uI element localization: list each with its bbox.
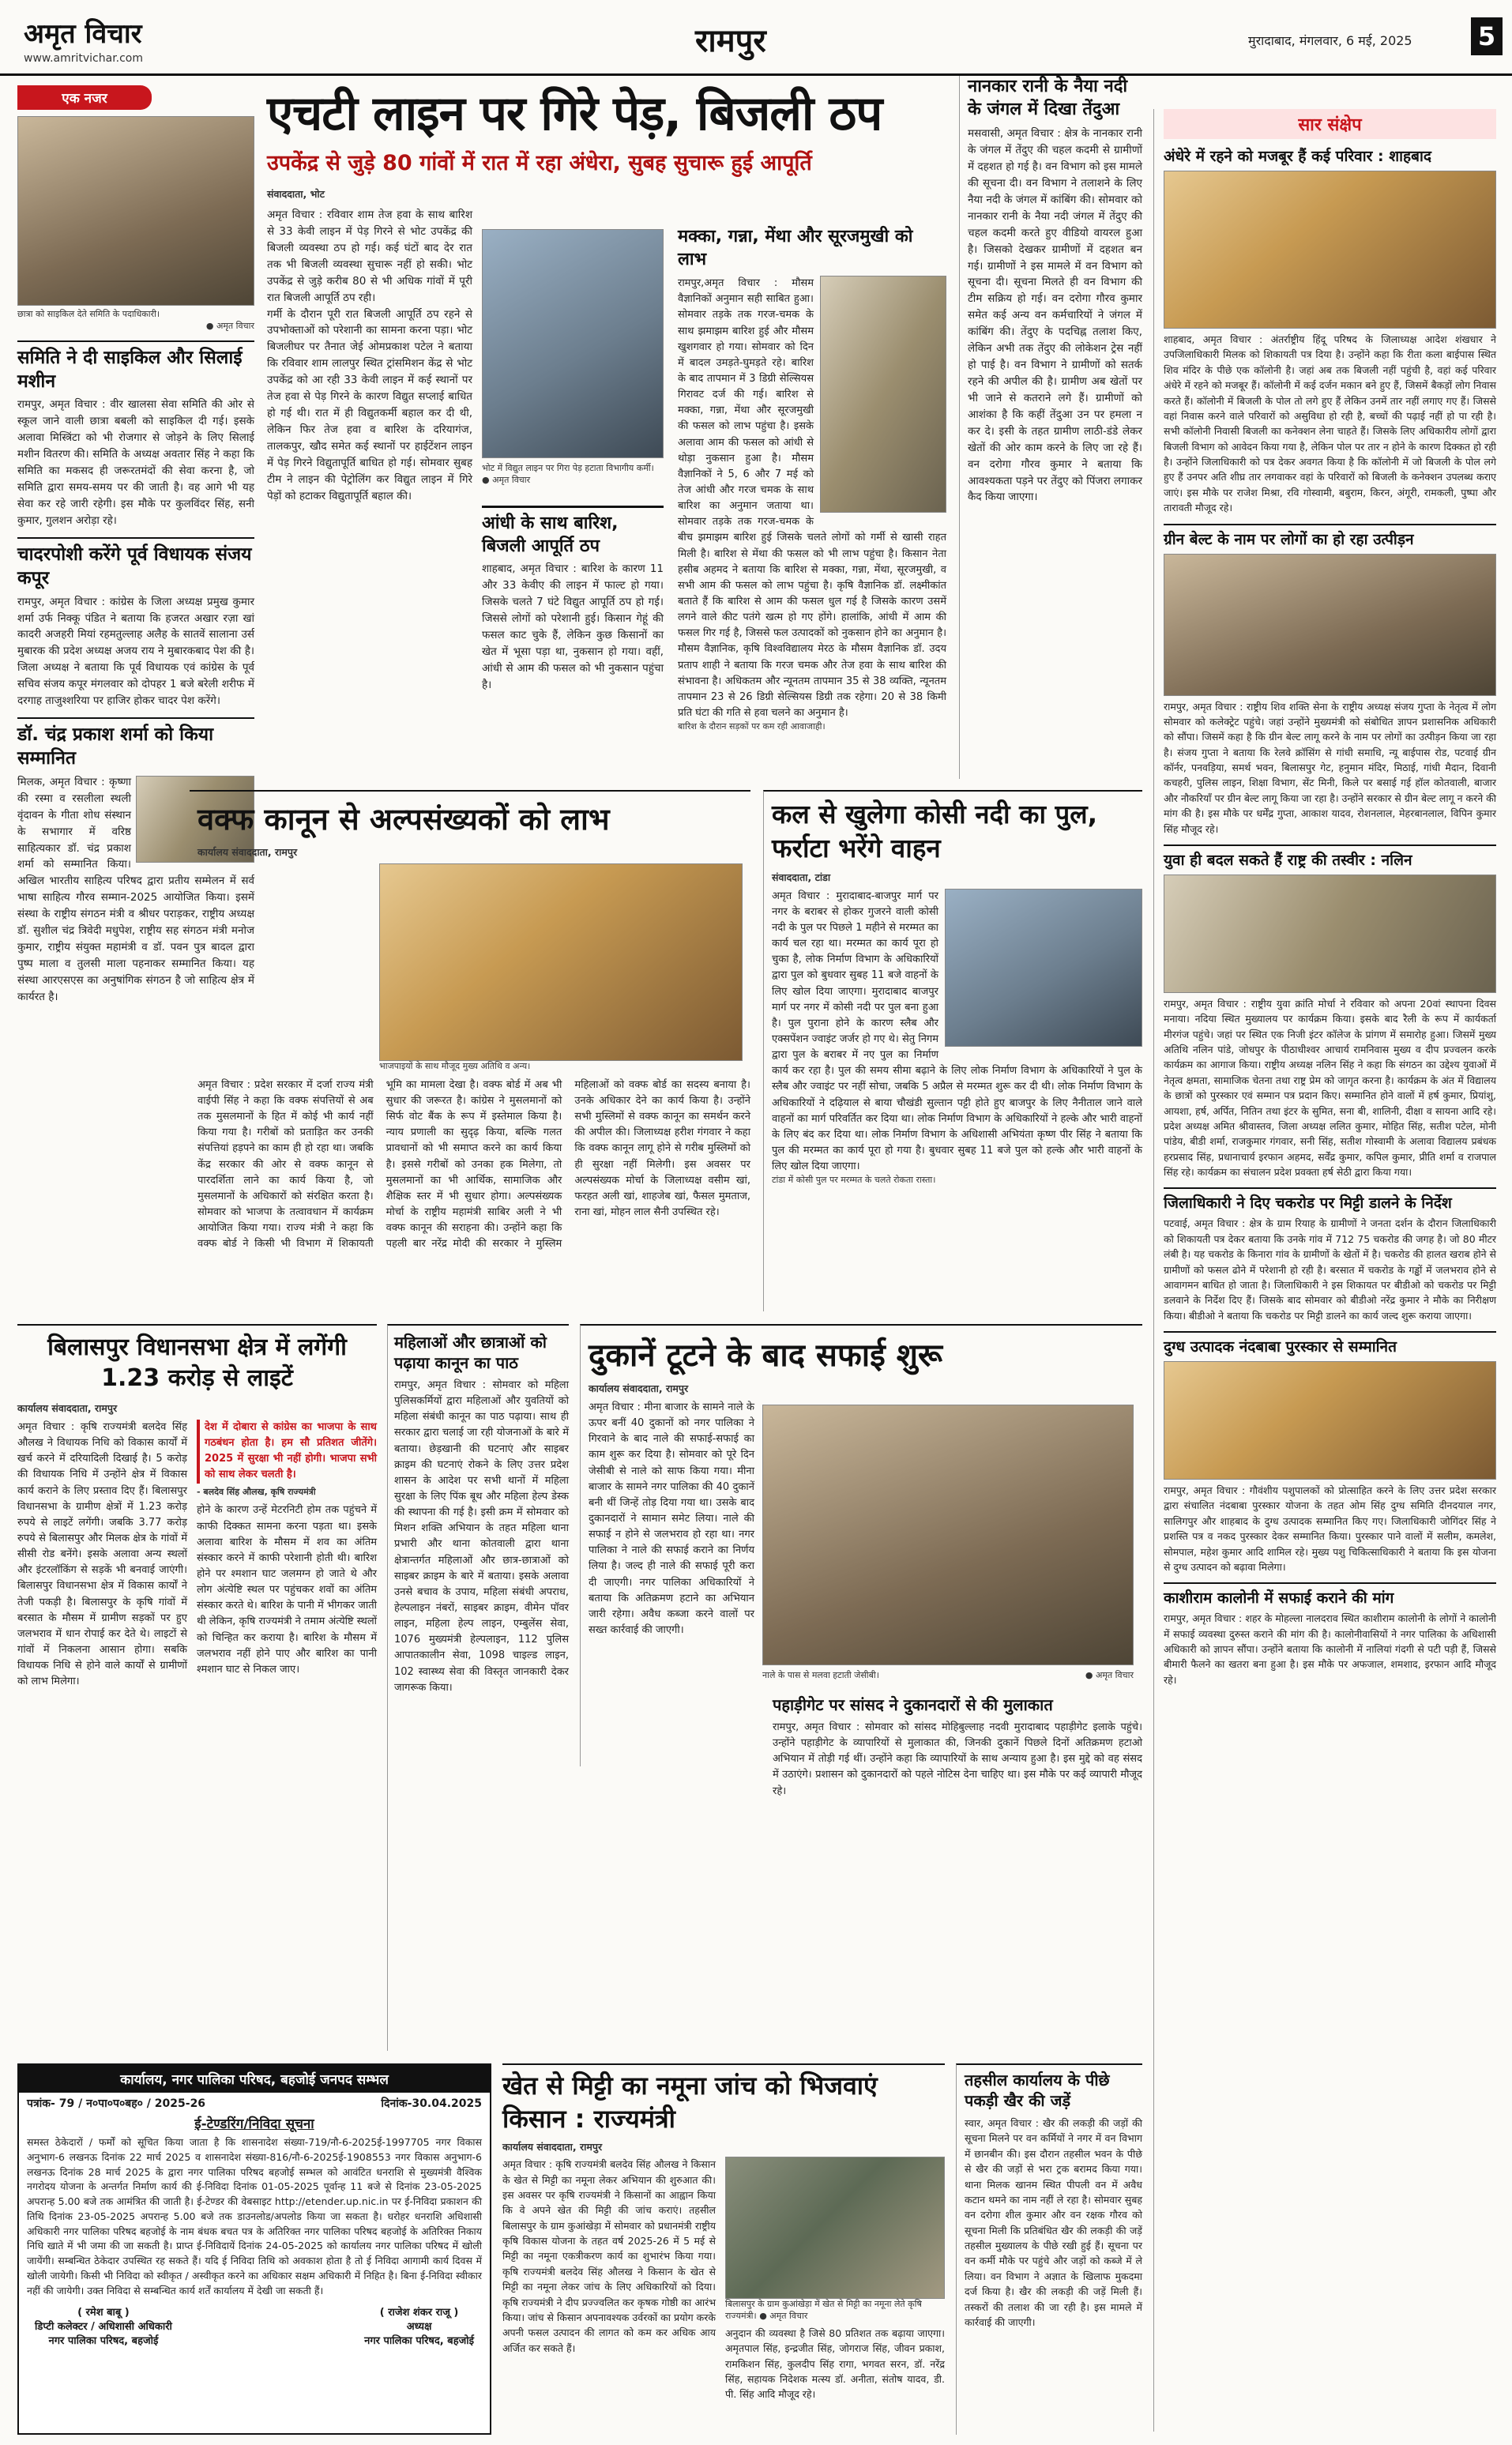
tendua-body: मसवासी, अमृत विचार : क्षेत्र के नानकार रानी के जंगल में तेंदुए की चहल कदमी से ग्रामीणों में दहशत हो गई है। वन विभाग को इस मामले की सूचना दी। वन विभाग ने तलाशने के लिए नैया नदी के जंगल में कांबिंग की। सोमवार को नानकार रानी के नैया नदी जंगल में तेंदुए की चहल कदमी करते हुए वीडियो वायरल हुआ है। जिसको देखकर ग्रामीणों में दहशत बन गई। ग्रामीणों ने इस मामले में वन विभाग को सूचना दी। सूचना मिलते ही वन विभाग की टीम सक्रिय हो गई। वन दरोगा गौरव कुमार समेत कई अन्य वन कर्मचारियों ने जंगल में कांबिंग की। तेंदुए के पदचिह्न तलाश किए, लेकिन अभी तक तेंदुए की लोकेशन ट्रेस नहीं हो पाई है। वन विभाग ने ग्रामीणों को सतर्क रहने की अपील की है। ग्रामीण अब खेतों पर भी जाने से कतराने लगे हैं। ग्रामीणों को आशंका है कि कहीं तेंदुआ उन पर हमला न कर दे। इसी के तहत ग्रामीण लाठी-डंडे लेकर खेतों की ओर काम करने के लिए जा रहे हैं। वन दरोगा गौरव कुमार ने बताया कि आवश्यकता पड़ने पर तेंदुए को पिंजरा लगाकर कैद किया जाएगा। [968,127,1142,504]
side-headline: आंधी के साथ बारिश, बिजली आपूर्ति ठप [482,513,619,556]
crop-body: रामपुर,अमृत विचार : मौसम वैज्ञानिकों अनुमान सही साबित हुआ। सोमवार तड़के तक गरज-चमक के साथ झमाझम बारिश हुई और मौसम खुशगवार हो गया। सोमवार को दिन में बादल उमड़ते-घुमड़ते रहे। बारिश के बाद तापमान में 3 डिग्री सेल्सियस गिरावट दर्ज की गई। बारिश से मक्का, गन्ना, मेंथा और सूरजमुखी की फसल को लाभ पहुंचा है। इसके अलावा आम की फसल को आंधी से थोड़ा नुकसान हुआ है। मौसम वैज्ञानिकों ने 5, 6 और 7 मई को तेज आंधी और गरज चमक के साथ बारिश का अनुमान जताया था। सोमवार तड़के तक गरज-चमक के बीच झमाझम बारिश हुई जिसके चलते लोगों को गर्मी से खासी राहत मिली है। बारिश से मेंथा की फसल को भी लाभ पहुंचा है। किसान नेता हसीब अहमद ने बताया कि बारिश से मक्का, गन्ना, मेंथा, सूरजमुखी, व सभी आम की फसल को लाभ पहुंचा है। कृषि वैज्ञानिक डॉ. लक्ष्मीकांत बताते हैं कि बारिश से आम की फसल धुल गई है जिसके कारण उसमें लगने वाले कीट पतंगे खत्म हो गए होंगे। हालांकि, आंधी में आम की फसल गिर गई है, जिससे फल उत्पादकों को नुकसान होने का अनुमान है। मौसम वैज्ञानिक, कृषि विश्वविद्यालय मेरठ के मौसम वैज्ञानिक डॉ. उदय प्रताप शाही ने बताया कि गरज चमक और तेज हवा के साथ बारिश की संभावना है। अधिकतम और न्यूनतम तापमान 35 से 38 व्यक्ति, न्यूनतम तापमान 23 से 26 डिग्री सेल्सियस डिग्री तक रहेगा। 20 से 38 किमी प्रति घंटा की गति से हवा चलने का अनुमान है। [678,277,946,719]
s3-headline: युवा ही बदल सकते हैं राष्ट्र की तस्वीर : नलिन [1164,844,1496,870]
s2-headline: ग्रीन बेल्ट के नाम पर लोगों का हो रहा उत्पीड़न [1164,524,1496,549]
lead-byline: संवाददाता, भोट [267,188,325,200]
lead-para-2: गर्मी के दौरान पूरी रात बिजली आपूर्ति ठप रहने से उपभोक्ताओं को परेशानी का सामना करना पड़ा। भोट बिजलीघर पर तैनात जेई ओमप्रकाश पटेल ने बताया कि रविवार शाम लालपुर स्थित ट्रांसमिशन केंद्र से भोट उपकेंद्र को आ रही 33 केवी लाइन में कई स्थानों पर तेज हवा से पेड़ गिरने के कारण विद्युत सप्लाई बाधित हो गई थी। रात में ही विद्युतकर्मी बहाल कर दी थी, लेकिन फिर तेज हवा व बारिश के दरियागंज, तालकपुर, खौद समेत कई स्थानों पर हाईटेंशन लाइन में पेड़ गिरने विद्युतापूर्ति बाधित हो गई। सोमवार सुबह टीम ने लाइन की पेट्रोलिंग कर विद्युत लाइन में गिरे पेड़ों को हटाकर विद्युतापूर्ति बहाल की। [267,307,472,502]
crop-photo [820,276,946,513]
tendua-headline: नानकार रानी के नैया नदी के जंगल में दिखा तेंदुआ [968,77,1128,119]
mp-story [765,1695,1142,1932]
lead-photo-caption [482,463,664,487]
shops-credit: ● अमृत विचार [1085,1670,1134,1680]
sign1-role: डिप्टी कलेक्टर / अधिशासी अधिकारी [35,2321,172,2334]
logo[interactable] [24,14,197,65]
headline-chadar: चादरपोशी करेंगे पूर्व विधायक संजय कपूर [17,537,254,591]
notice-ref: पत्रांक- 79 / न०पा०प०बह० / 2025-26 [27,2097,206,2110]
s4-headline: जिलाधिकारी ने दिए चकरोड पर मिट्टी डालने के निर्देश [1164,1187,1496,1213]
s3-body: रामपुर, अमृत विचार : राष्ट्रीय युवा क्रांति मोर्चा ने रविवार को अपना 20वां स्थापना दिवस मनाया। नदिया स्थित मुख्यालय पर कार्यक्रम किया। इसके बाद रैली के रूप में कार्यकर्ता मीरगंज पहुंचे। जहां पर स्थित एक निजी इंटर कॉलेज के प्रांगण में समारोह हुआ। जिसमें मुख्य अतिथि नलिन पांडे, जोधपुर के पीठाधीश्वर आचार्य रामनिवास मुख्य व दीप प्रज्वलन करके कार्यक्रम का आगाज किया। राष्ट्रीय अध्यक्ष नलिन सिंह ने कहा कि संगठन का उद्देश्य युवाओं में नेतृत्व क्षमता, सामाजिक चेतना तथा राष्ट्र प्रेम को जागृत करना है। कार्यक्रम के अंत में विद्यालय के छात्रों को पुरस्कार एवं सम्मान पत्र प्रदान किए। सम्मानित होने वालों में हर्ष कुमार, प्रियांशु, आयशा, हर्ष, अर्पित, नितिन तथा इंटर के सुमित, सना बी, शालिनी, दीक्षा व सायना आदि रहे। प्रदेश अध्यक्ष अमित श्रीवास्तव, जिला अध्यक्ष ललित कुमार, मोहित सिंह, सतीश पटेल, मोनी पांडेय, बीडी शर्मा, राजकुमार गंगवार, सनी सिंह, सतीश गोस्वामी के अलावा विद्यालय प्रबंधक हरप्रसाद सिंह, प्रधानाचार्य इरफान अहमद, सर्वेंद्र कुमार, कपिल कुमार, प्रीति शर्मा व राजपाल सिंह रहे। कार्यक्रम का संचालन प्रदेश प्रवक्ता हर्ष सेठी द्वारा किया गया। [1164,997,1496,1178]
lead-headline: एचटी लाइन पर गिरे पेड़, बिजली ठप [267,86,882,141]
waqf-byline: कार्यालय संवाददाता, रामपुर [197,846,298,858]
mp-body: रामपुर, अमृत विचार : सोमवार को सांसद मोहिबुल्लाह नदवी मुरादाबाद पहाड़ीगेट इलाके पहुंचे। उन्होंने पहाड़ीगेट के व्यापारियों से मुलाकात की, जिनकी दुकानें पिछले दिनों अतिक्रमण हटाओ अभियान में तोड़ी गई थीं। उन्होंने कहा कि व्यापारियों के साथ अन्याय हुआ है। इस मुद्दे को वह संसद में उठाएंगे। प्रशासन को दुकानदारों को पहले नोटिस देना चाहिए था। इस मौके पर कई व्यापारी मौजूद रहे। [773,1721,1142,1797]
sign2-role: अध्यक्ष [406,2321,432,2334]
soil-byline: कार्यालय संवाददाता, रामपुर [502,2141,603,2153]
women-story [387,1324,569,2051]
shops-byline: कार्यालय संवाददाता, रामपुर [589,1382,689,1394]
soil-credit: ● अमृत विचार [759,2311,808,2322]
tender-notice [17,2063,491,2435]
s5-headline: दुग्ध उत्पादक नंदबाबा पुरस्कार से सम्मानित [1164,1331,1496,1356]
cycle-photo [17,116,254,306]
s1-body: शाहबाद, अमृत विचार : अंतर्राष्ट्रीय हिंदू परिषद के जिलाध्यक्ष आदेश शंखधार ने उपजिलाधिकारी मिलक को शिकायती पत्र दिया है। उन्होंने कहा कि रीता कला बाईपास स्थित शिव मंदिर के पीछे एक कॉलोनी है। जहां अब तक बिजली नहीं पहुंची है, वहां कई परिवार अंधेरे में रहने को मजबूर हैं। कॉलोनी में कई दर्जन मकान बने हुए हैं, जिसमें बैकड़ों लोग निवास करते हैं। कॉलोनी में बिजली के पोल तो लगे हुए हैं लेकिन उनमें तार नहीं लगाए गए हैं। जिससे वहां निवास करने वाले परिवारों को असुविधा हो रही है, बच्चों की पढ़ाई नहीं हो पा रही है। सभी कॉलोनी निवासी बिजली का कनेक्शन लेना चाहते हैं। जिसके लिए अधिकारीय लोगों द्वारा बिजली विभाग को आवेदन किया गया है, लेकिन पोल पर तार न होने के कारण दिक्कत हो रही है। उन्होंने जिलाधिकारी को पत्र देकर अवगत किया है कि कॉलोनी में जो बिजली के पोल लगे हुए हैं उनपर अति शीघ्र तार लगवाकर वहां के परिवारों को बिजली के कनेक्शन उपलब्ध कराए जाएं। इस मौके पर राजेश मिश्रा, रवि गोस्वामी, बबुराम, किरन, अंगूरी, रामकली, पुष्पा और तारावती मौजूद रहे। [1164,333,1496,514]
kosi-caption: टांडा में कोसी पुल पर मरम्मत के चलते रोकता रास्ता। [772,1175,936,1186]
notice-date: दिनांक-30.04.2025 [381,2097,482,2110]
body-cycle: रामपुर, अमृत विचार : वीर खालसा सेवा समिति की ओर से स्कूल जाने वाली छात्रा बबली को साइकिल दी गई। इसके अलावा मिस्त्रिंटा को भी रोजगार से जोड़ने के लिए सिलाई मशीन वितरण की। समिति के अध्यक्ष अवतार सिंह ने कहा कि समिति का मकसद ही जरूरतमंदों की सेवा करना है, जो समिति द्वारा समय-समय पर की जाती है। वह आगे भी यह सेवा कर रहे जारी रहेगी। इस मौके पर कुलविंदर सिंह, सनी कुमार, गुलशन अरोड़ा रहे। [17,398,254,527]
soil-caption-text: बिलासपुर के ग्राम कुआंखेड़ा में खेत से मिट्टी का नमूना लेते कृषि राज्यमंत्री। [725,2299,922,2322]
s6-headline: काशीराम कालोनी में सफाई कराने की मांग [1164,1582,1496,1608]
waqf-caption: भाजपाइयों के साथ मौजूद मुख्य अतिथि व अन्य। [379,1061,531,1071]
notice-header: कार्यालय, नगर पालिका परिषद, बहजोई जनपद सम्भल [19,2065,490,2093]
bilaspur-headline: बिलासपुर विधानसभा क्षेत्र में लगेंगी 1.23 करोड़ से लाइटें [47,1333,347,1392]
soil-body-2: अनुदान की व्यवस्था है जिसे 80 प्रतिशत तक बढ़ाया जाएगा। अमृतपाल सिंह, इन्द्रजीत सिंह, जोगराज सिंह, जीवन प्रकाश, रामकिशन सिंह, कुलदीप सिंह रागा, भगवत सरन, डॉ. नरेंद्र सिंह, सहायक निदेशक मत्स्य डॉ. अनीता, संतोष यादव, डी. पी. सिंह आदि मौजूद रहे। [725,2327,945,2401]
right-column [1153,109,1496,2432]
body-chadar: रामपुर, अमृत विचार : कांग्रेस के जिला अध्यक्ष प्रमुख कुमार शर्मा उर्फ निक्कू पंडित ने बताया कि हजरत अखार रज़ा खां कादरी अजहरी मियां रहमतुल्लाह अलैह के सातवें सालाना उर्स मुबारक की प्रदेश अध्यक्ष अजय राय ने मुबारकबाद पेश की है। जिला अध्यक्ष ने बताया कि पूर्व विधायक एवं कांग्रेस के पूर्व सचिव संजय कपूर मंगलवार को दोपहर 1 बजे बरेली शरीफ में दरगाह ताजुश्शरिया पर हाजिर होकर चादर पेश करेंगे। [17,595,254,708]
saar-sankshep-header: सार संक्षेप [1164,109,1496,139]
soil-headline: खेत से मिट्टी का नमूना जांच को भिजवाएं किसान : राज्यमंत्री [502,2071,878,2134]
website-link[interactable]: www.amritvichar.com [24,52,144,65]
kosi-photo [945,889,1142,1047]
bilaspur-body: अमृत विचार : कृषि राज्यमंत्री बलदेव सिंह औलख ने विधायक निधि को विकास कार्यों में खर्च करने में दरियादिली दिखाई है। 5 करोड़ की विधायक निधि में उन्होंने क्षेत्र में विकास कार्य कराने के लिए प्रस्ताव दिए हैं। बिलासपुर विधानसभा के ग्रामीण क्षेत्रों में 1.23 करोड़ रुपये से लाइटें लगेंगी। जबकि 3.77 करोड़ रुपये से बिलासपुर और मिलक क्षेत्र के गांवों में सीसी रोड बनेंगे। इसके अलावा अन्य स्थलों और इंटरलॉकिंग से सड़कें भी बनवाई जाएंगी। बिलासपुर विधानसभा क्षेत्र में विकास कार्यों ने तेजी पकड़ी है। बिलासपुर के कृषि गांवों में बरसात के मौसम में ग्रामीण सड़कों पर हुए जलभराव में धान रोपाई कर देते थे। लाइटों से गांवों में निकलना आसान होगा। सबकि विधायक निधि से होने वाले कार्यों से ग्रामीणों को लाभ मिलेगा। [17,1421,187,1688]
crop-headline: मक्का, गन्ना, मेंथा और सूरजमुखी को लाभ [678,227,913,269]
s5-photo [1164,1361,1496,1480]
s4-body: पटवाई, अमृत विचार : क्षेत्र के ग्राम रियाह के ग्रामीणों ने जनता दर्शन के दौरान जिलाधिकारी को शिकायती पत्र देकर बताया कि उनके गांव में 712 75 चकरोड की जगह है। जो 80 मीटर लंबी है। यह चकरोड के किनारा गांव के ग्रामीणों के खेतों में है। चकरोड की हालत खराब होने से ग्रामीणों को फसल ढोने में परेशानी हो रही है। बरसात में चकरोड के गड्ढों में जलभराव होने से आवागमन बाधित हो जाता है। जिलाधिकारी ने इस शिकायत पर बीडीओ को चकरोड पर मिट्टी डलवाने के निर्देश दिए हैं। जिसके बाद सोमवार को बीडीओ नरेंद्र कुमार ने मौके का निरीक्षण किया। बीडीओ ने बताया कि चकरोड पर मिट्टी डालने का कार्य जल्द शुरू कराया जाएगा। [1164,1217,1496,1322]
logo-text: अमृत विचार [24,18,142,50]
dateline: मुरादाबाद, मंगलवार, 6 मई, 2025 [1248,33,1412,48]
notice-title: ई-टेण्डरिंग/निविदा सूचना [194,2116,314,2132]
tendua-story [959,76,1142,779]
shops-photo [762,1405,1134,1665]
women-headline: महिलाओं और छात्राओं को पढ़ाया कानून का पाठ [394,1333,547,1372]
cycle-caption: छात्रा को साइकिल देते समिति के पदाधिकारी। [17,309,160,319]
section-name: रामपुर [695,23,766,59]
khair-headline: तहसील कार्यालय के पीछे पकड़ी खैर की जड़ें [965,2071,1110,2110]
s1-headline: अंधेरे में रहने को मजबूर हैं कई परिवार : शाहबाद [1164,148,1432,165]
notice-sign-1 [35,2304,172,2347]
mp-headline: पहाड़ीगेट पर सांसद ने दुकानदारों से की मुलाकात [773,1695,1053,1714]
kosi-headline: कल से खुलेगा कोसी नदी का पुल, फर्राटा भरेंगे वाहन [772,799,1098,863]
s2-photo [1164,554,1496,696]
shops-caption-text: नाले के पास से मलवा हटाती जेसीबी। [762,1670,879,1680]
kosi-body: अमृत विचार : मुरादाबाद-बाजपुर मार्ग पर नगर के बराबर से होकर गुजरने वाली कोसी नदी के पुल पर पिछले 1 महीने से मरम्मत का कार्य चल रहा था। मरम्मत का कार्य पूरा हो चुका है, लोक निर्माण विभाग के अधिकारियों द्वारा पुल को बुधवार सुबह 11 बजे वाहनों के लिए खोल दिया जाएगा। मुरादाबाद बाजपुर मार्ग पर नगर में कोसी नदी पर पुल बना हुआ है। पुल पुराना होने के कारण स्लैब और एक्सपेंशन ज्वाइंट जर्जर हो गए थे। सेतु निगम द्वारा पुल के बराबर में नए पुल का निर्माण कार्य कर रहा है। पुल की समय सीमा बढ़ाने के लिए लोक निर्माण विभाग के अधिकारियों ने पुल के स्लैब और ज्वाइंट पर नहीं सोचा, जबकि 5 अप्रैल से मरम्मत शुरू कर दी थी। लोक निर्माण विभाग के अधिकारियों ने दढ़ियाल से बाया चौखंडी सुल्तान पट्टी होते हुए बाजपुर के लिए नैनीताल जाने वाले वाहनों का मार्ग परिवर्तित कर दिया था। लोक निर्माण विभाग के अधिकारियों ने हल्के और भारी वाहनों के लिए बंद कर दिया था। लोक निर्माण विभाग के अधिशासी अभियंता कृष्ण पीर सिंह ने बताया कि पुल की मरम्मत का कार्य पूरा हो गया है। बुधवार सुबह 11 बजे पुल को हल्के और भारी वाहनों के लिए खोल दिया जाएगा। [772,890,1142,1173]
shops-caption [762,1670,1134,1682]
notice-sign-2 [364,2304,474,2347]
headline-sharma: डॉ. चंद्र प्रकाश शर्मा को किया सम्मानित [17,717,254,771]
masthead [0,0,1512,76]
photo-credit: ● अमृत विचार [205,320,254,331]
s5-body: रामपुर, अमृत विचार : गौवंशीय पशुपालकों को प्रोत्साहित करने के लिए उत्तर प्रदेश सरकार द्वारा संचालित नंदबाबा पुरस्कार योजना के तहत ओम सिंह दुग्ध समिति दीनदयाल नगर, सालिगपुर और शाहबाद के दुग्ध उत्पादक सम्मानित किए गए। जिलाधिकारी जोगिंदर सिंह ने प्रशस्ति पत्र व नकद पुरस्कार देकर सम्मानित किया। पुरस्कार पाने वालों में सलीम, कमलेश, सोमपाल, महेश कुमार आदि शामिल रहे। मुख्य पशु चिकित्साधिकारी ने बताया कि इस योजना से दुग्ध उत्पादन को बढ़ावा मिलेगा। [1164,1484,1496,1573]
waqf-photo [379,863,743,1061]
soil-caption [725,2299,945,2323]
women-body: रामपुर, अमृत विचार : सोमवार को महिला पुलिसकर्मियों द्वारा महिलाओं और युवतियों को महिला संबंधी कानून का पाठ पढ़ाया। साथ ही सरकार द्वारा चलाई जा रही योजनाओं के बारे में बताया। छेड़खानी की घटनाएं और साइबर क्राइम की घटनाएं रोकने के लिए उत्तर प्रदेश शासन के आदेश पर सभी थानों में महिला सुरक्षा के लिए पिंक बूथ और महिला हेल्प डेस्क की स्थापना की गई है। इसी क्रम में सोमवार को मिशन शक्ति अभियान के तहत महिला थाना प्रभारी और थाना कोतवाली द्वारा थाना क्षेत्रान्तर्गत महिलाओं और छात्र-छात्राओं को साइबर क्राइम के बारे में बताया। इसके अलावा उनसे बचाव के उपाय, महिला संबंधी अपराध, हेल्पलाइन नंबरों, साइबर क्राइम, वीमेन पॉवर लाइन, महिला हेल्प लाइन, एम्बुलेंस सेवा, 1076 मुख्यमंत्री हेल्पलाइन, 112 पुलिस आपातकालीन सेवा, 1098 चाइल्ड लाइन, 102 स्वास्थ्य सेवा की विस्तृत जानकारी देकर जागरूक किया। [394,1379,569,1694]
waqf-story [190,790,750,1311]
sign1-name: ( रमेश बाबू ) [77,2307,130,2319]
s2-body: रामपुर, अमृत विचार : राष्ट्रीय शिव शक्ति सेना के राष्ट्रीय अध्यक्ष संजय गुप्ता के नेतृत्व में लोग सोमवार को कलेक्ट्रेट पहुंचे। जहां उन्होंने मुख्यमंत्री को संबोधित ज्ञापन प्रशासनिक अधिकारी को सौंपा। जिसमें कहा है कि ग्रीन बेल्ट लागू करने के नाम पर लोगों का उत्पीड़न किया जा रहा है। संजय गुप्ता ने बताया कि रेलवे क्रॉसिंग से गांधी समाधि, न्यू बाईपास रोड, पटवाई ग्रीन कॉर्नर, पनवड़िया, समर्थ भवन, बिलासपुर गेट, हनुमान मंदिर, मिठाई, गांधी मैदान, दिवानी कचहरी, पुलिस लाइन, शिक्षा विभाग, सेंट मिनी, किले पर बसाई गई हॉल कोतवाली, बाजार और नौकरियाँ पर ग्रीन बेल्ट लागू किया जा रहा है। उन्होंने सरकार से ग्रीन बेल्ट लागू न करने की मांग की है। इस मौके पर धर्मेंद्र गुप्ता, आकाश यादव, रोशनलाल, मेहरबानलाल, विपिन कुमार सिंह मौजूद रहे। [1164,700,1496,835]
crop-story [678,226,946,779]
khair-story [956,2063,1142,2435]
ek-nazar-header: एक नजर [17,85,152,110]
soil-story [502,2063,945,2435]
shops-body: अमृत विचार : मीना बाजार के सामने नाले के ऊपर बनीं 40 दुकानों को नगर पालिका ने गिरवाने के बाद नाले की सफाई-सफाई का काम शुरू कर दिया है। सोमवार को पूरे दिन जेसीबी से नाले को साफ किया गया। मीना बाजार के सामने नगर पालिका की 40 दुकानें बनी थीं जिन्हें तोड़ दिया गया था। उसके बाद दुकानदारों ने सामान समेट लिया। नाले की सफाई न होने से जलभराव हो रहा था। नगर पालिका ने नाले की सफाई कराने का निर्णय लिया है। जल्द ही नाले की सफाई पूरी करा दी जाएगी। नगर पालिका अधिकारियों ने बताया कि अतिक्रमण हटाने का अभियान जारी रहेगा। अवैध कब्जा करने वालों पर सख्त कार्रवाई की जाएगी। [589,1401,754,1636]
lead-para-1: अमृत विचार : रविवार शाम तेज हवा के साथ बारिश से 33 केवी लाइन में पेड़ गिरने से भोट उपकेंद्र की बिजली व्यवस्था ठप हो गई। कई घंटों बाद देर रात तक भी बिजली व्यवस्था सुचारू नहीं हो सकी। भोट उपकेंद्र से जुड़े करीब 80 से भी अधिक गांवों में पूरी रात बिजली आपूर्ति ठप रही। [267,209,472,304]
s1-photo [1164,171,1496,329]
sign1-org: नगर पालिका परिषद, बहजोई [48,2335,159,2348]
bilaspur-quote: देश में दोबारा से कांग्रेस का भाजपा के साथ गठबंधन होता है। हम सौ प्रतिशत जीतेंगे। 2025 में सुरक्षा भी नहीं होगी। भाजपा सभी को साथ लेकर चलती है। [197,1420,377,1484]
side-box [482,506,664,694]
crop-caption: बारिश के दौरान सड़कों पर कम रही आवाजाही। [678,721,826,732]
notice-body: समस्त ठेकेदारों / फर्मों को सूचित किया जाता है कि शासनादेश संख्या-719/नौ-6-2025ई-1997705 नगर विकास अनुभाग-6 लखनऊ दिनांक 22 मार्च 2025 व शासनादेश संख्या-816/नौ-6-2025ई-1908553 नगर विकास अनुभाग-6 लखनऊ दिनांक 28 मार्च 2025 के द्वारा नगर पालिका परिषद बहजोई सम्भल को आवंटित धनराशि से मुख्यमंत्री वैश्विक नगरोदय योजना के अन्तर्गत निर्माण कार्य की ई-निविदा दिनांक 01-05-2025 पूर्वान्ह 11 बजे से दिनांक 23-05-2025 अपरान्ह 5.00 बजे तक आमंत्रित की जाती है। ई-टेण्डर की वेबसाइट http://etender.up.nic.in पर ई-निविदा प्रकाशन की तिथि दिनांक 23-05-2025 अपरान्ह 5.00 बजे तक डाउनलोड/अपलोड किया जा सकता है। धरोहर धनराशि अधिशासी अधिकारी नगर पालिका परिषद बहजोई के नाम बंधक बचत पत्र के अतिरिक्त नगर पालिका परिषद बहजोई के अतिरिक्त निकाय निधि खाते में भी जमा की जा सकती है। प्राप्त ई-निविदायें दिनांक 24-05-2025 को कार्यालय नगर पालिका परिषद में खोली जायेंगी। सम्बन्धित ठेकेदार उपस्थित रह सकते हैं। यदि ई निविदा तिथि को अवकाश होता है तो ई निविदा आगामी कार्य दिवस में खोली जायेगी। किसी भी निविदा को स्वीकृत / अस्वीकृत करने का अधिकार सक्षम अधिकारी में निहित है। बिना ई-निविदा स्वीकार नहीं की जायेगी। उक्त निविदा से सम्बन्धित कार्य शर्तें कार्यालय में देखी जा सकती हैं। [27,2136,482,2296]
lead-credit: ● अमृत विचार [482,474,531,485]
bilaspur-story [17,1324,377,2051]
bilaspur-body-2: होने के कारण उन्हें मेटरनिटी होम तक पहुंचने में काफी दिक्कत सामना करना पड़ता था। इसके अलावा बारिश के मौसम में शव का अंतिम संस्कार करने में काफी परेशानी होती थी। बारिश होने पर श्मशान घाट जलमग्न हो जाते थे और लोग अंत्येष्टि स्थल पर पहुंचकर शवों का अंतिम संस्कार करते थे। बारिश के पानी में भीगकर जाती थी लेकिन, कृषि राज्यमंत्री ने तमाम अंत्येष्टि स्थलों को चिन्हित कर कराया है। बारिश के मौसम में जलभराव नहीं होने पाए और बारिश का पानी श्मशान घाट से निकल जाए। [197,1504,377,1676]
kosi-byline: संवाददाता, टांडा [772,871,831,883]
waqf-headline: वक्फ कानून से अल्पसंख्यकों को लाभ [197,802,610,837]
lead-caption: भोट में विद्युत लाइन पर गिरा पेड़ हटाता विभागीय कर्मी। [482,463,654,473]
sign2-name: ( राजेश शंकर राजू ) [379,2307,459,2319]
lead-subhead: उपकेंद्र से जुड़े 80 गांवों में रात में रहा अंधेरा, सुबह सुचारू हुई आपूर्ति [267,151,812,175]
side-body: शाहबाद, अमृत विचार : बारिश के कारण 11 और 33 केवीए की लाइन में फाल्ट हो गया। जिसके चलते 7 घंटे विद्युत आपूर्ति ठप हो गई। जिससे लोगों को परेशानी हुई। किसान गेहूं की फसल काट चुके हैं, लेकिन कुछ किसानों का खेत में भूसा पड़ा था, नुकसान हो गया। वहीं, आंधी से आम की फसल को भी नुकसान पहुंचा है। [482,562,664,691]
page-number: 5 [1471,17,1503,55]
kosi-story [763,790,1142,1311]
lead-body [267,207,472,505]
headline-cycle: समिति ने दी साइकिल और सिलाई मशीन [17,340,254,394]
bilaspur-byline: कार्यालय संवाददाता, रामपुर [17,1402,118,1414]
shops-headline: दुकानें टूटने के बाद सफाई शुरू [589,1337,942,1374]
sign2-org: नगर पालिका परिषद, बहजोई [364,2335,474,2348]
soil-photo [725,2157,945,2299]
bilaspur-quote-author: - बलदेव सिंह औलख, कृषि राज्यमंत्री [197,1486,316,1497]
lead-photo [482,229,664,458]
waqf-body: अमृत विचार : प्रदेश सरकार में दर्जा राज्य मंत्री वाईपी सिंह ने कहा कि वक्फ संपत्तियों से अब तक मुसलमानों के हित में कोई भी कार्य नहीं किया गया है। गरीबों को प्रताड़ित कर उनकी संपत्तियां हड़पने का काम ही हो रहा था। जबकि केंद्र सरकार की ओर से वक्फ कानून से पारदर्शिता लाने का कार्य किया है, जो मुसलमानों के अधिकारों को संरक्षित करता है। सोमवार को भाजपा के तत्वावधान में कार्यक्रम आयोजित किया गया। राज्य मंत्री ने कहा कि वक्फ बोर्ड ने किसी भी विभाग में शिकायती भूमि का मामला देखा है। वक्फ बोर्ड में अब भी सुधार की जरूरत है। कांग्रेस ने मुसलमानों को सिर्फ वोट बैंक के रूप में इस्तेमाल किया है। न्याय प्रणाली का सुदृढ़ किया, बल्कि गलत प्रावधानों को भी समाप्त करने का कार्य किया है। इससे गरीबों को उनका हक मिलेगा, तो मुसलमानों का भी आर्थिक, सामाजिक और शैक्षिक स्तर में भी सुधार होगा। अल्पसंख्यक मोर्चा के राष्ट्रीय महामंत्री साबिर अली ने भी वक्फ कानून की सराहना की। उन्होंने कहा कि पहली बार नरेंद्र मोदी की सरकार ने मुस्लिम महिलाओं को वक्फ बोर्ड का सदस्य बनाया है। उनके अधिकार देने का कार्य किया है। उन्होंने सभी मुस्लिमों से वक्फ कानून का समर्थन करने की अपील की। जिलाध्यक्ष हरीश गंगवार ने कहा कि वक्फ कानून लागू होने से गरीब मुस्लिमों को ही सुरक्षा नहीं मिलेगी। इस अवसर पर अल्पसंख्यक मोर्चा के जिलाध्यक्ष वसीम खां, फरहत अली खां, शाहजेब खां, फैसल मुमताज, राना खां, मोहन लाल सैनी उपस्थित रहे। [197,1078,750,1251]
soil-body: अमृत विचार : कृषि राज्यमंत्री बलदेव सिंह औलख ने किसान के खेत से मिट्टी का नमूना लेकर अभियान की शुरुआत की। इस अवसर पर कृषि राज्यमंत्री ने किसानों का आह्वान किया कि वे अपने खेत की मिट्टी की जांच कराएं। तहसील बिलासपुर के ग्राम कुआंखेड़ा में सोमवार को प्रधानमंत्री राष्ट्रीय कृषि विकास योजना के तहत वर्ष 2025-26 में 5 मई से मिट्टी का नमूना एकत्रीकरण कार्य का शुभारंभ किया गया। कृषि राज्यमंत्री बलदेव सिंह औलख ने किसान के खेत से मिट्टी का नमूना लेकर जांच के लिए अधिकारियों को दिया। कृषि राज्यमंत्री ने दीप प्रज्ज्वलित कर कृषक गोष्ठी का आरंभ किया। जांच से किसान अपनावश्यक उर्वरकों का प्रयोग करके अपनी फसल उत्पादन की लागत को कम कर अधिक आय अर्जित कर सकते हैं। [502,2158,716,2354]
body-sharma: मिलक, अमृत विचार : कृष्णा की रस्मा व रसलीला स्थली वृंदावन के गीता शोध संस्थान के सभागार में वरिष्ठ साहित्यकार डॉ. चंद्र प्रकाश शर्मा को सम्मानित किया। अखिल भारतीय साहित्य परिषद द्वारा प्रतीय सम्मेलन में सर्व भाषा साहित्य गौरव सम्मान-2025 आयोजित किया। इसमें संस्था के राष्ट्रीय संगठन मंत्री व श्रीधर पराड़कर, राष्ट्रीय अध्यक्ष डॉ. सुशील चंद्र त्रिवेदी मधुपेश, राष्ट्रीय सह संगठन मंत्री मनोज कुमार, राष्ट्रीय संयुक्त महामंत्री व डॉ. पवन पुत्र बादल द्वारा पुष्प माला व तुलसी माला पहनाकर सम्मानित किया। यह संस्था आरएसएस का अनुषांगिक संगठन है जो साहित्य क्षेत्र में कार्यरत है। [17,775,254,1003]
khair-body: स्वार, अमृत विचार : खैर की लकड़ी की जड़ों की सूचना मिलने पर वन कर्मियों ने नगर में वन विभाग में छानबीन की। इस दौरान तहसील भवन के पीछे से खैर की जड़ों से भरा ट्रक बरामद किया गया। थाना मिलक खानम स्थित पीपली वन में अवैध कटान थमने का नाम नहीं ले रहा है। सोमवार सुबह वन दरोगा शील कुमार और वन रक्षक गौरव को सूचना मिली कि प्रतिबंधित खैर की लकड़ी की जड़ें तहसील मुख्यालय के पीछे रखी हुई हैं। सूचना पर वन कर्मी मौके पर पहुंचे और जड़ों को कब्जे में ले लिया। वन विभाग ने अज्ञात के खिलाफ मुकदमा दर्ज किया है। खैर की लकड़ी की जड़ें मिली हैं। तस्करों की तलाश की जा रही है। इस मामले में कार्रवाई की जाएगी। [965,2117,1142,2328]
s6-body: रामपुर, अमृत विचार : शहर के मोहल्ला नालदराव स्थित काशीराम कालोनी के लोगों ने कालोनी में सफाई व्यवस्था दुरुस्त कराने की मांग की है। कालोनीवासियों ने नगर पालिका के अधिशासी अधिकारी को ज्ञापन सौंपा। उन्होंने बताया कि कालोनी में नालियां गंदगी से पटी पड़ी हैं, जिससे बीमारी फैलने का खतरा बना हुआ है। इस मौके पर अफजाल, शमशाद, इरफान आदि मौजूद रहे। [1164,1612,1496,1686]
s3-photo [1164,875,1496,993]
